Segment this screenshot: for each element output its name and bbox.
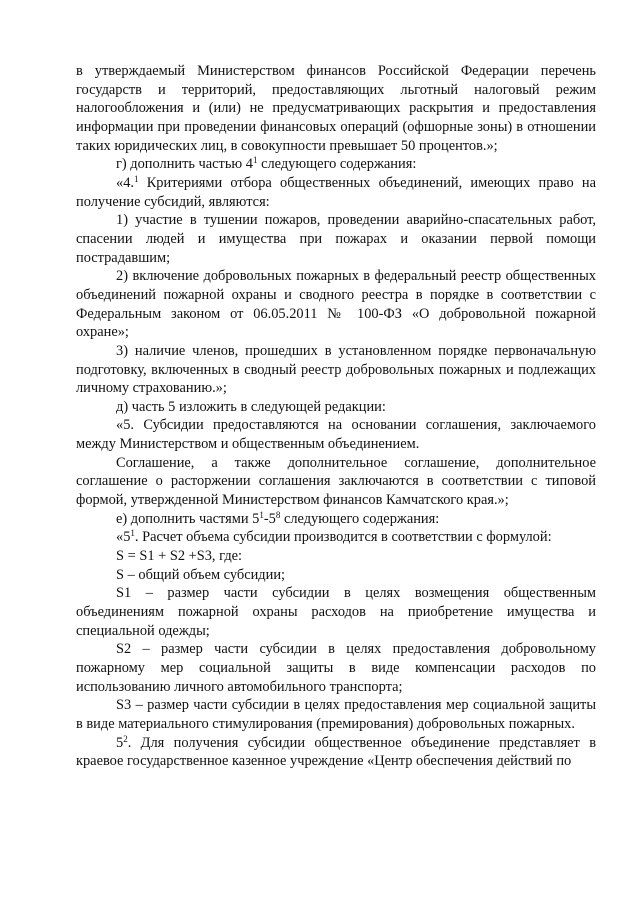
superscript: 8 xyxy=(275,509,281,520)
text: Соглашение, а также дополнительное соглашение, дополнительное соглашение о расторжении соглашения заключаются в соответствии с типовой формой, утвержденной Министерством финансов Камчатского края.»; xyxy=(76,454,596,509)
text: -5 xyxy=(263,510,276,527)
paragraph-def-s3 xyxy=(76,696,596,733)
text: S1 – размер части субсидии в целях возмещения общественным объединениям пожарной охраны расходов на приобретение имущества и специальной одежды; xyxy=(76,585,596,639)
paragraph-criterion-1 xyxy=(76,211,596,267)
text: «5 xyxy=(116,529,131,546)
paragraph-formula xyxy=(76,547,596,566)
paragraph-def-s2 xyxy=(76,640,596,696)
text: д) часть 5 изложить в следующей редакции: xyxy=(116,398,386,415)
paragraph-part-5-1 xyxy=(76,528,596,547)
text: в утверждаемый Министерством финансов Российской Федерации перечень государств и территорий, предоставляющих льготный налоговый режим налогообложения и (или) не предусматривающих раскрытия и предоставления информации при проведении финансовых операций (офшорные зоны) в отношении таких юридических лиц, в совокупности превышает 50 процентов.»; xyxy=(76,63,596,154)
text: Критериями отбора общественных объединений, имеющих право на получение субсидий, являются: xyxy=(76,174,596,210)
text: 3) наличие членов, прошедших в установленном порядке первоначальную подготовку, включенных в сводный реестр добровольных пожарных и подлежащих личному страхованию.»; xyxy=(76,342,596,397)
paragraph-part-5-2 xyxy=(76,734,596,771)
paragraph-def-s xyxy=(76,566,596,585)
text: следующего содержания: xyxy=(280,510,440,527)
text: 5 xyxy=(116,734,124,751)
text: . Расчет объема субсидии производится в соответствии с формулой: xyxy=(134,529,552,546)
paragraph-part-5 xyxy=(76,416,596,453)
superscript: 1 xyxy=(130,528,135,539)
text: г) дополнить частью 4 xyxy=(116,156,253,173)
text: S – общий объем субсидии; xyxy=(116,566,286,583)
superscript: 1 xyxy=(134,173,139,184)
paragraph-criteria xyxy=(76,174,596,211)
superscript: 1 xyxy=(252,155,258,166)
superscript: 2 xyxy=(123,733,128,744)
paragraph-criterion-2 xyxy=(76,267,596,342)
text: . Для получения субсидии общественное объединение представляет в краевое государственное казенное учреждение «Центр обеспечения действий по xyxy=(76,734,596,770)
text: «5. Субсидии предоставляются на основании соглашения, заключаемого между Министерством и общественным объединением. xyxy=(76,417,596,453)
superscript: 1 xyxy=(259,509,264,520)
text: 1) участие в тушении пожаров, проведении аварийно-спасательных работ, спасении людей и имущества при пожарах и оказании первой помощи пострадавшим; xyxy=(76,212,596,266)
paragraph-agreement xyxy=(76,454,596,510)
paragraph-intro-continuation xyxy=(76,62,596,155)
paragraph-item-g xyxy=(76,155,596,174)
paragraph-item-e xyxy=(76,510,596,529)
formula: S = S1 + S2 +S3, где: xyxy=(116,548,243,565)
document-body xyxy=(76,62,596,771)
paragraph-criterion-3 xyxy=(76,342,596,398)
text: 2) включение добровольных пожарных в федеральный реестр общественных объединений пожарной охраны и сводного реестра в порядке в соответствии с Федеральным законом от 06.05.2011 № 100-ФЗ «О добровольной пожарной охране»; xyxy=(76,268,596,341)
text: «4. xyxy=(116,174,134,191)
paragraph-item-d xyxy=(76,398,596,417)
paragraph-def-s1 xyxy=(76,584,596,640)
text: S2 – размер части субсидии в целях предоставления добровольному пожарному мер социальной защиты в виде компенсации расходов по использованию личного автомобильного транспорта; xyxy=(76,641,596,695)
text: е) дополнить частями 5 xyxy=(116,510,260,527)
text: следующего содержания: xyxy=(257,156,417,173)
text: S3 – размер части субсидии в целях предоставления мер социальной защиты в виде материального стимулирования (премирования) добровольных пожарных. xyxy=(76,697,596,732)
